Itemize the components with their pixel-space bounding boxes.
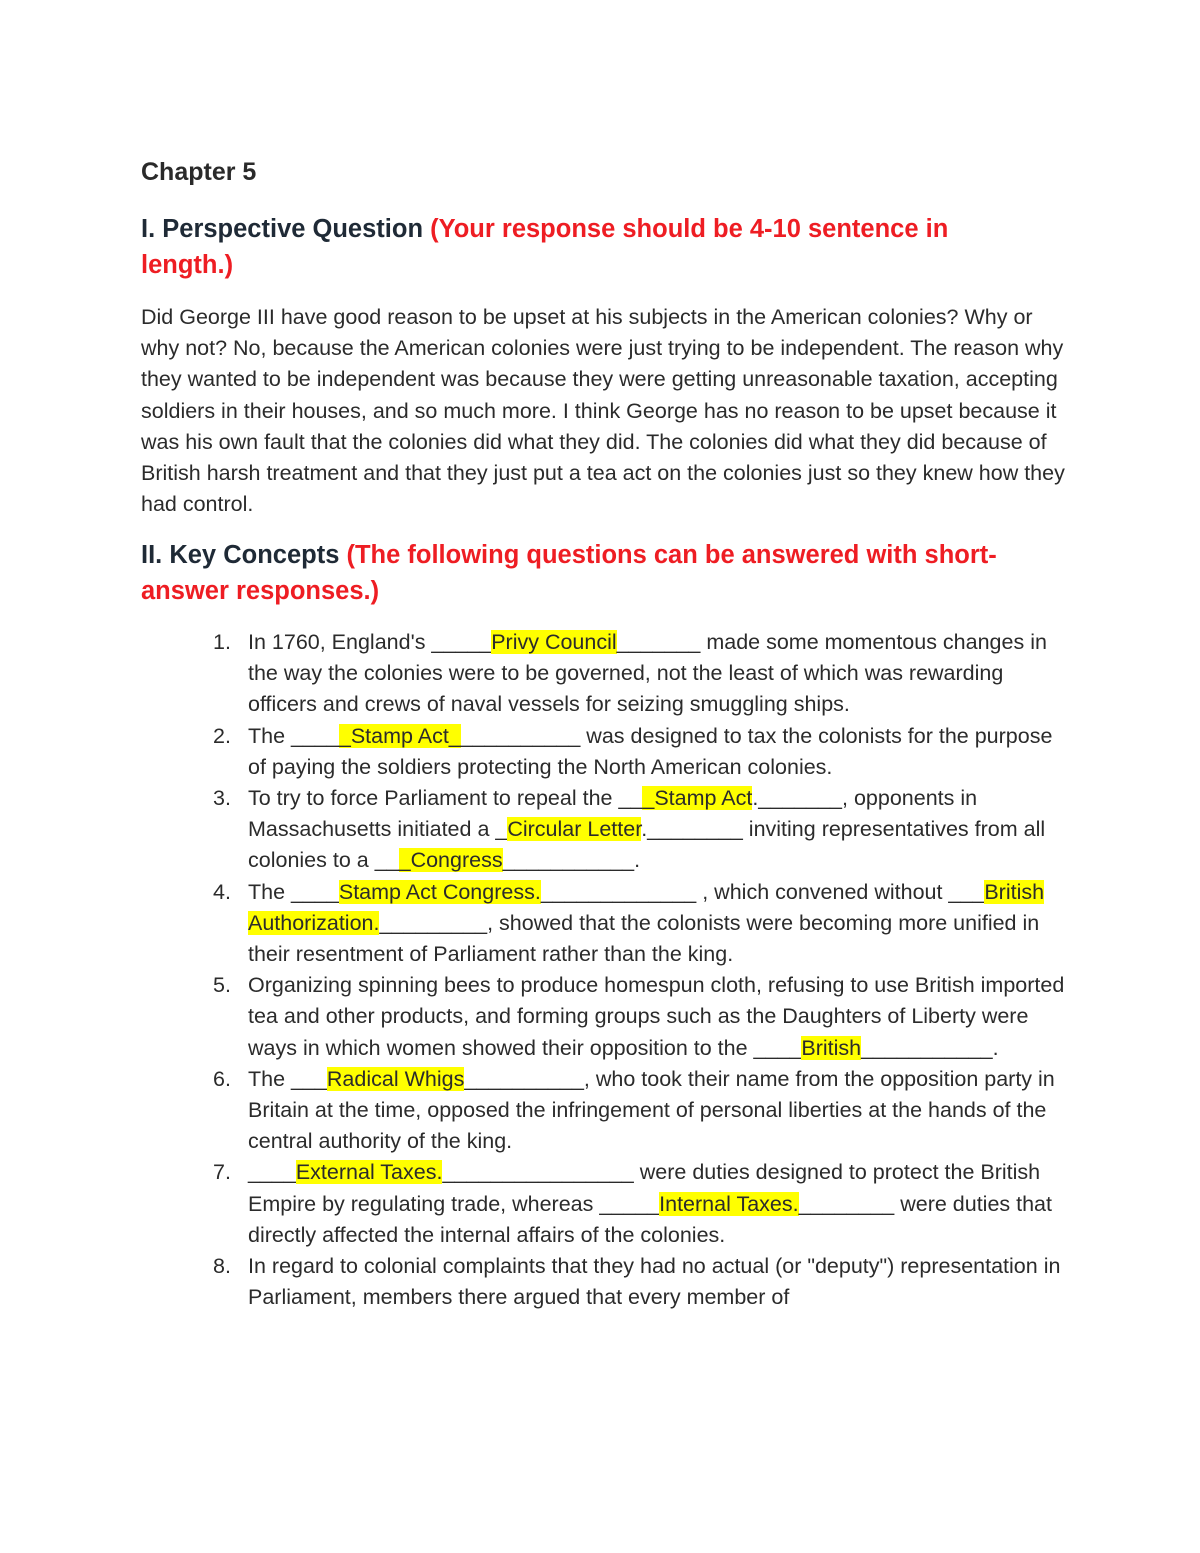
section-2-title: II. Key Concepts bbox=[141, 541, 340, 569]
question-item-7 bbox=[141, 1157, 1071, 1251]
question-item-4 bbox=[141, 877, 1071, 971]
highlighted-answer: British Authorization. bbox=[248, 879, 1045, 935]
question-item-6 bbox=[141, 1064, 1071, 1158]
question-text: .________ inviting representatives from all colonies to a __ bbox=[248, 817, 1046, 873]
question-text: Organizing spinning bees to produce homespun cloth, refusing to use British imported tea and other products, and forming groups such as the Daughters of Liberty were ways in which women showed their opposition to the ____ bbox=[248, 973, 1065, 1060]
question-text: _____________ , which convened without ___ bbox=[540, 879, 985, 904]
question-text: The ____ bbox=[248, 723, 339, 748]
question-text: In 1760, England's _____ bbox=[248, 630, 492, 654]
section-2-note: (The following questions can be answered with short-answer responses.) bbox=[141, 541, 997, 605]
question-number: 4. bbox=[213, 879, 231, 904]
question-text: ._______, opponents in Massachusetts initiated a _ bbox=[248, 786, 978, 842]
question-item-2 bbox=[141, 721, 1071, 783]
section-1-title: I. Perspective Question bbox=[141, 215, 424, 243]
question-item-3 bbox=[141, 783, 1071, 877]
question-text: ________ were duties that directly affected the internal affairs of the colonies. bbox=[248, 1191, 1052, 1247]
question-text: ________________ were duties designed to protect the British Empire by regulating trade, whereas _____ bbox=[248, 1160, 1041, 1216]
question-text: ___________. bbox=[861, 1035, 999, 1060]
highlighted-answer: _Stamp Act bbox=[642, 786, 753, 811]
question-text: ____ bbox=[248, 1160, 296, 1185]
question-number: 6. bbox=[213, 1066, 231, 1091]
question-text: To try to force Parliament to repeal the __ bbox=[248, 786, 643, 811]
question-text: _________, showed that the colonists were becoming more unified in their resentment of Parliament rather than the king. bbox=[248, 910, 1040, 967]
highlighted-answer: _Congress bbox=[398, 848, 503, 873]
highlighted-answer: _Stamp Act_ bbox=[338, 723, 461, 748]
question-item-5 bbox=[141, 970, 1071, 1064]
highlighted-answer: Radical Whigs bbox=[326, 1066, 465, 1091]
question-text: The ____ bbox=[248, 879, 339, 904]
highlighted-answer: Internal Taxes. bbox=[659, 1191, 799, 1216]
highlighted-answer: External Taxes. bbox=[295, 1160, 443, 1185]
highlighted-answer: Stamp Act Congress. bbox=[338, 879, 541, 904]
question-text: ___________. bbox=[502, 848, 641, 873]
highlighted-answer: British bbox=[801, 1035, 862, 1060]
chapter-title: Chapter 5 bbox=[141, 158, 257, 186]
section-1-note: (Your response should be 4-10 sentence in length.) bbox=[141, 215, 949, 279]
question-number: 5. bbox=[213, 973, 231, 998]
question-number: 7. bbox=[213, 1160, 231, 1185]
section-2-heading bbox=[141, 537, 1041, 609]
question-text: The ___ bbox=[248, 1066, 327, 1091]
key-concepts-list bbox=[141, 627, 1071, 1313]
highlighted-answer: Circular Letter bbox=[507, 817, 642, 842]
question-number: 1. bbox=[213, 630, 231, 654]
question-text: In regard to colonial complaints that they had no actual (or "deputy") representation in Parliament, members there argued that every member of bbox=[248, 1254, 1061, 1310]
question-item-1 bbox=[141, 627, 1071, 721]
question-number: 8. bbox=[213, 1254, 231, 1279]
question-text: __________ was designed to tax the colonists for the purpose of paying the soldiers protecting the North American colonies. bbox=[248, 723, 1053, 779]
question-number: 3. bbox=[213, 786, 231, 811]
perspective-answer: Did George III have good reason to be upset at his subjects in the American colonies? Why or why not? No, because the American colonies were just trying to be independent. The reason why they wanted to be independent was because they were getting unreasonable taxation, accepting soldiers in their houses, and so much more. I think George has no reason to be upset because it was his own fault that the colonies did what they did. The colonies did what they did because of British harsh treatment and that they just put a tea act on the colonies just so they knew how they had control. bbox=[141, 305, 1065, 517]
question-text: _______ made some momentous changes in the way the colonies were to be governed, not the least of which was rewarding officers and crews of naval vessels for seizing smuggling ships. bbox=[248, 630, 1047, 717]
question-item-8 bbox=[141, 1251, 1071, 1313]
section-1-heading bbox=[141, 211, 1041, 283]
question-number: 2. bbox=[213, 723, 231, 748]
question-text: __________, who took their name from the opposition party in Britain at the time, opposed the infringement of personal liberties at the hands of the central authority of the king. bbox=[248, 1066, 1055, 1154]
highlighted-answer: Privy Council bbox=[491, 630, 617, 654]
